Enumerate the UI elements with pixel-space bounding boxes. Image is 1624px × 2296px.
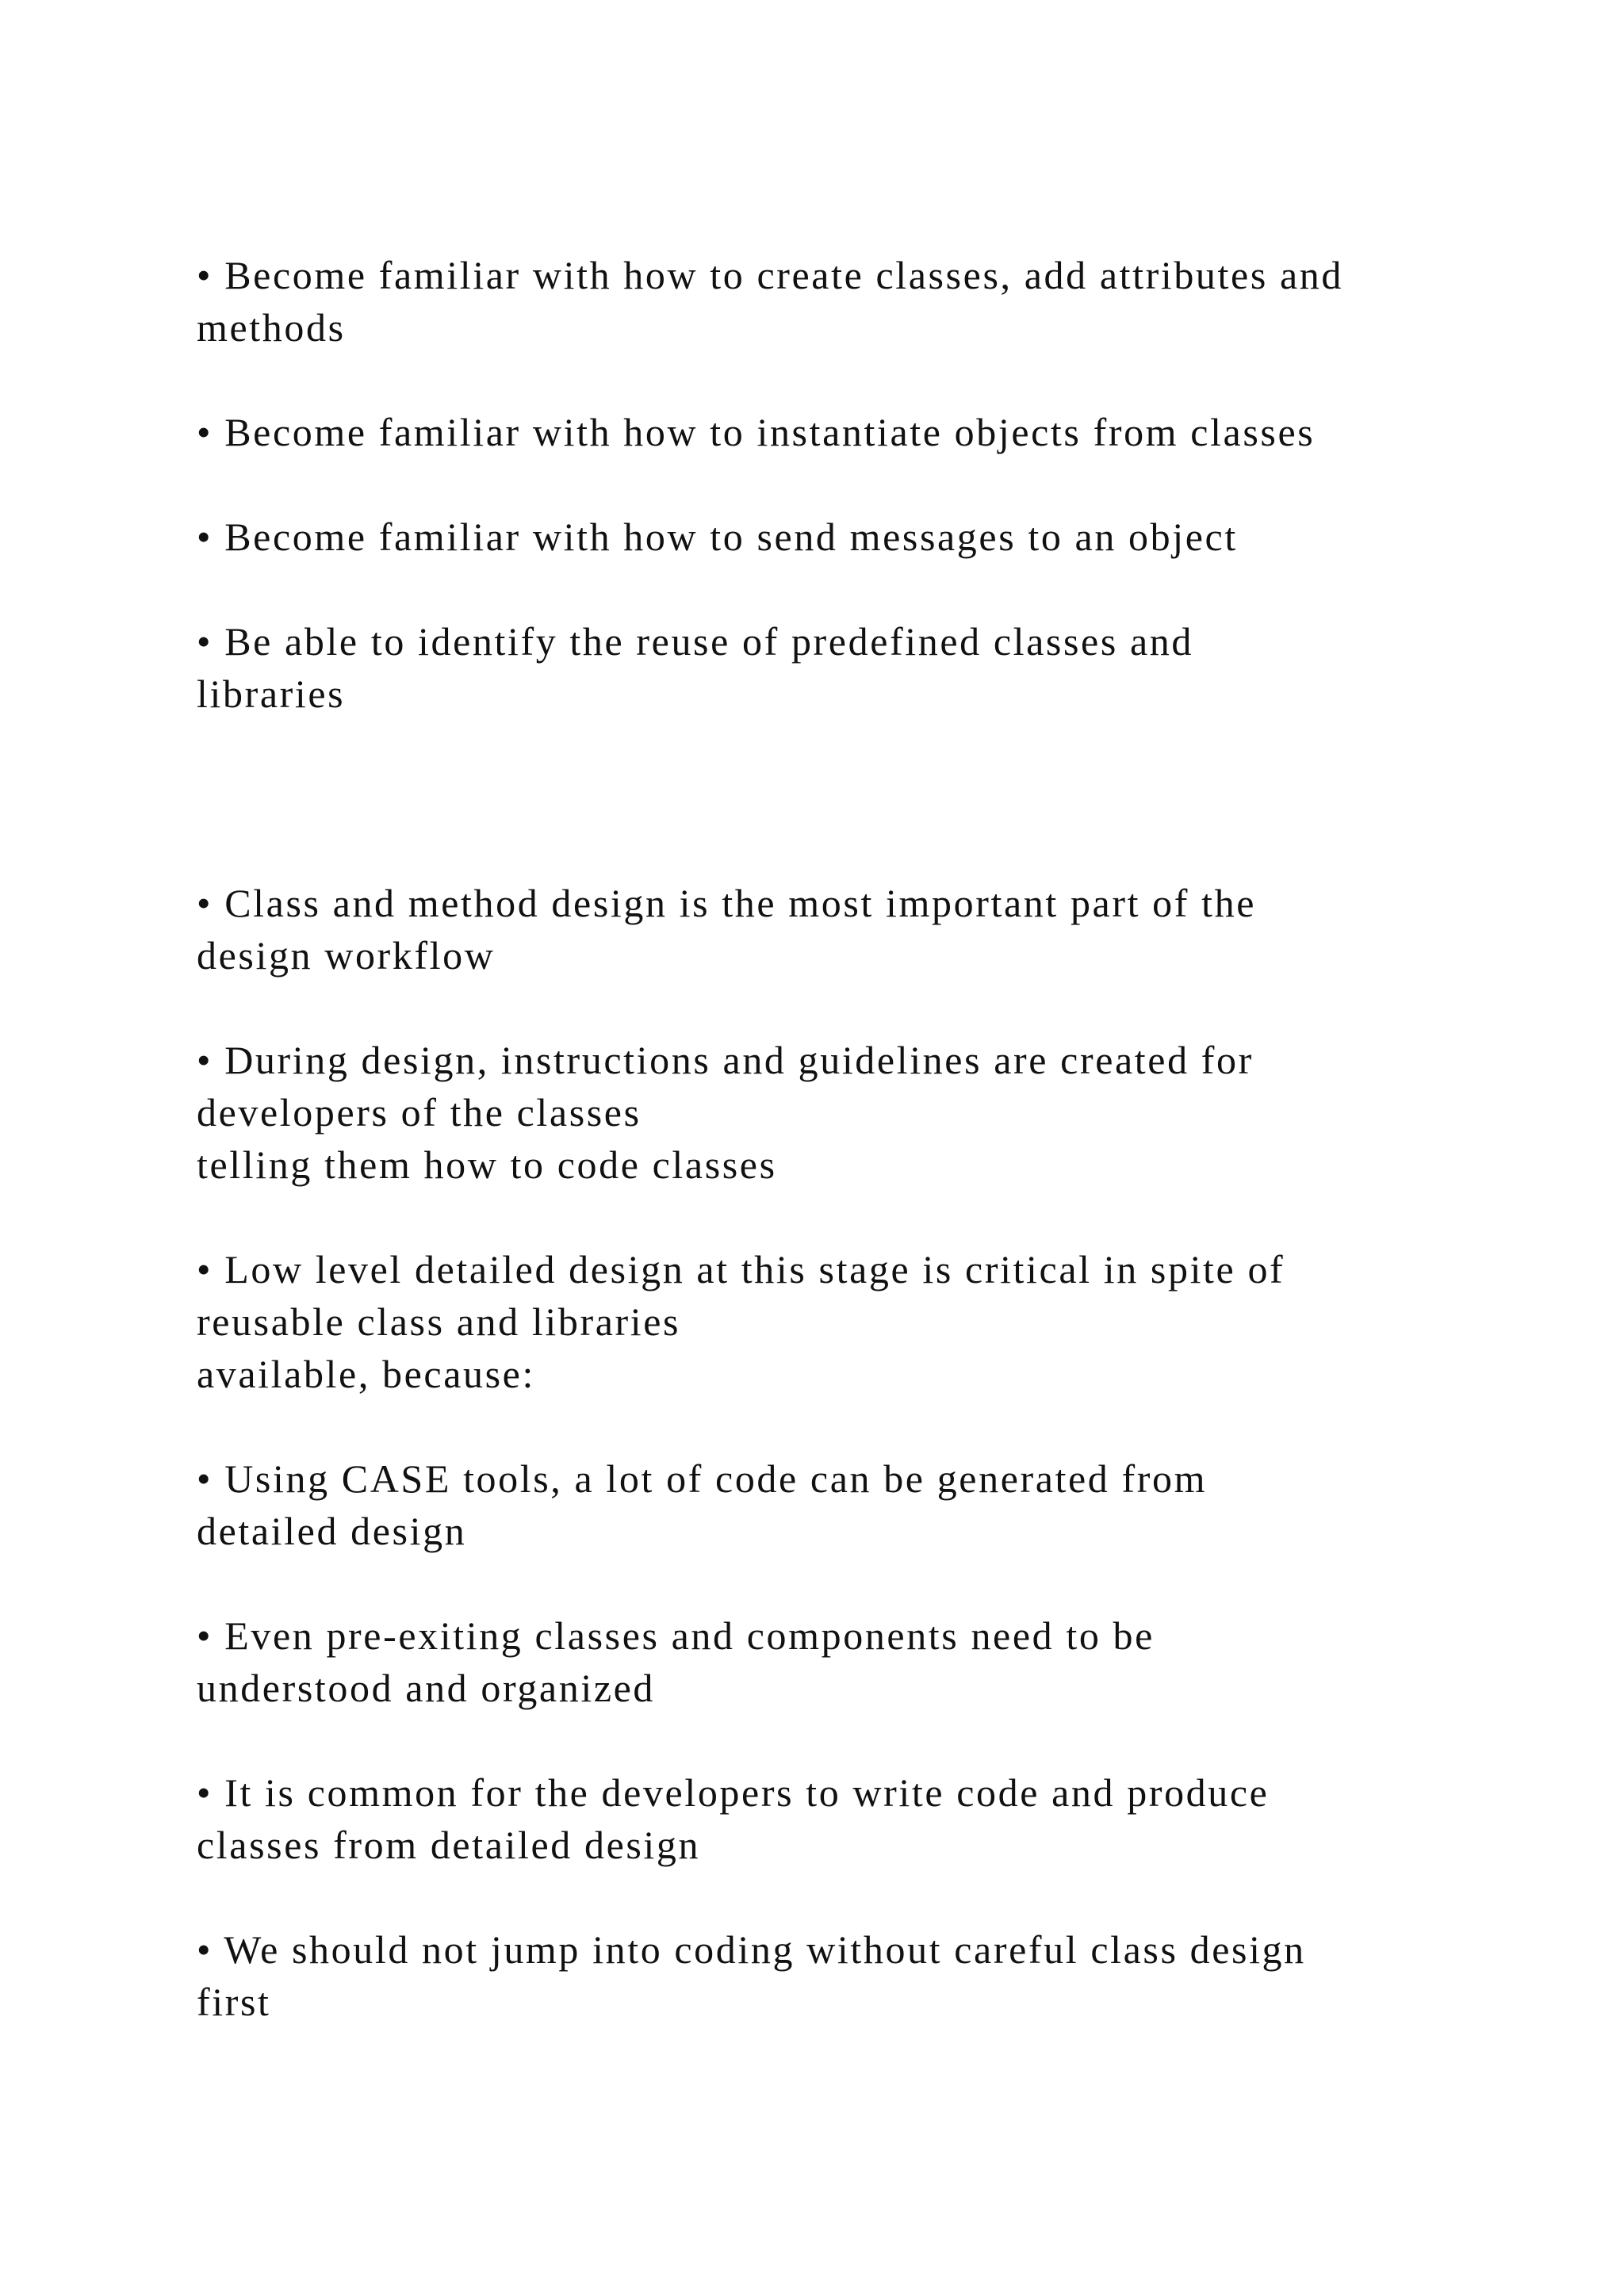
note-6-line-2: classes from detailed design — [197, 1823, 701, 1867]
note-3-line-1: • Low level detailed design at this stage is critical in spite of — [197, 1247, 1285, 1292]
note-7-line-1: • We should not jump into coding without careful class design — [197, 1927, 1306, 1972]
note-5-line-2: understood and organized — [197, 1666, 656, 1710]
note-5-line-1: • Even pre-exiting classes and components need to be — [197, 1613, 1155, 1658]
note-7-line-2: first — [197, 1980, 271, 2024]
objective-1-line-2: methods — [197, 305, 346, 350]
note-2-line-1: • During design, instructions and guidelines are created for — [197, 1038, 1254, 1082]
note-4-line-1: • Using CASE tools, a lot of code can be generated from — [197, 1456, 1208, 1501]
note-6-line-1: • It is common for the developers to write code and produce — [197, 1770, 1270, 1815]
objective-1-line-1: • Become familiar with how to create classes, add attributes and — [197, 253, 1343, 297]
note-3-line-3: available, because: — [197, 1352, 535, 1396]
note-1-line-1: • Class and method design is the most important part of the — [197, 881, 1257, 925]
objective-4-line-2: libraries — [197, 672, 346, 716]
note-1-line-2: design workflow — [197, 933, 496, 978]
objective-2-line-1: • Become familiar with how to instantiate objects from classes — [197, 410, 1316, 454]
note-2-line-2: developers of the classes — [197, 1090, 642, 1135]
objective-4-line-1: • Be able to identify the reuse of predefined classes and — [197, 619, 1193, 664]
note-3-line-2: reusable class and libraries — [197, 1299, 681, 1344]
note-2-line-3: telling them how to code classes — [197, 1142, 777, 1187]
note-4-line-2: detailed design — [197, 1509, 467, 1553]
objective-3-line-1: • Become familiar with how to send messages to an object — [197, 515, 1238, 559]
